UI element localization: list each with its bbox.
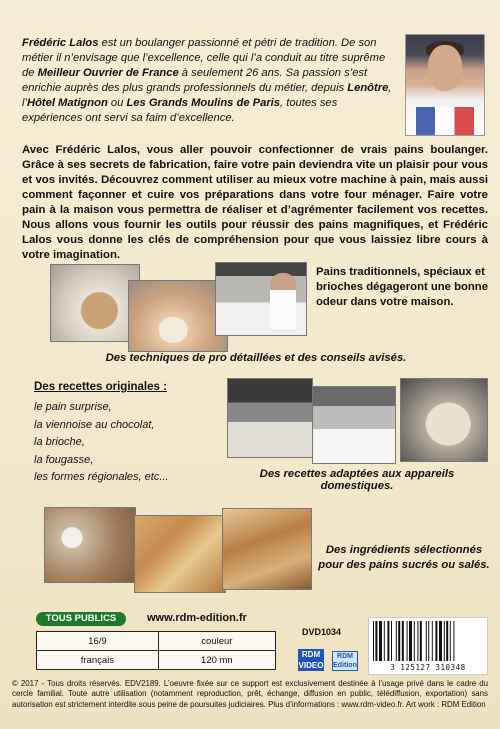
chef-oven-photo [312,386,396,464]
chef-kitchen-photo [215,262,307,336]
legal-notice: © 2017 - Tous droits réservés. EDV2189. L’oeuvre fixée sur ce support est exclusivement destinée à l’usage privé dans le cadre du cercle familial. Toute autre utilisation (notamment reproduction, prêt, échange, diffusion en public, télédiffusion, exportation) sans autorisation est strictement interdite sous peine de poursuites judiciaires. Plus d’informations : www.rdm-video.fr. Art work : RDM Edition [12,679,488,709]
list-item: la brioche, [34,436,85,449]
spec-format: 16/9 [37,632,159,651]
bio-text-4: ou [107,97,127,109]
bio-text-1: est un boulanger passionné et pétri de tradition. De son métier il n’envisage que l’excellence, celle qui l’a conduit au titre suprême de [22,37,386,79]
title-mof: Meilleur Ouvrier de France [37,67,179,79]
breads-photo [134,515,226,593]
place-matignon: Hôtel Matignon [26,97,108,109]
intro-paragraph: Avec Frédéric Lalos, vous aller pouvoir confectionner de vrais pains boulanger. Grâce à ses secrets de fabrication, faire votre pain deviendra vite un plaisir pour vous et vos invités. Découvrez comment utiliser au mieux votre machine à pain, mais aussi comment façonner et cuire vos préparations dans votre four ménager. Faire votre pain à la maison vous permettra de réaliser et d’agrémenter facilement vos recettes. Nous allons vous fournir les outils pour réussir des pains magnifiques, et Frédéric Lalos vous donne les clés de compréhension pour que vous laissiez libre cours à votre imagination. [22,144,488,261]
website-link[interactable]: www.rdm-edition.fr [147,612,247,624]
place-lenotre: Lenôtre [347,82,389,94]
list-item: le pain surprise, [34,401,112,413]
audience-badge: TOUS PUBLICS [36,612,126,626]
caption-breads: Pains traditionnels, spéciaux et brioches dégageront une bonne odeur dans votre maison. [316,266,488,308]
product-code: DVD1034 [302,627,342,637]
spec-table [36,631,276,670]
oven-photo [227,378,313,458]
spec-color: couleur [158,632,275,651]
caption-techniques: Des techniques de pro détaillées et des conseils avisés. [105,352,407,364]
barcode-bars-icon [373,621,483,661]
list-item: la viennoise au chocolat, [34,418,155,431]
recipes-list [34,399,169,487]
chef-name: Frédéric Lalos [22,37,99,49]
list-item: les formes régionales, etc... [34,471,169,484]
rdm-edition-logo: RDM Edition [333,653,357,669]
bread-machine-photo [400,378,488,462]
list-item: la fougasse, [34,453,94,466]
chef-biography [22,36,400,126]
caption-ingredients: Des ingrédients sélectionnés pour des pains sucrés ou salés. [318,544,490,571]
shaping-dough-photo [128,280,228,352]
dough-photo [50,264,140,342]
caption-recipes: Des recettes adaptées aux appareils domestiques. [259,468,455,492]
bio-text-3: , l’ [22,82,392,109]
bio-text-5: , toutes ses expériences ont servi sa faim d’excellence. [22,97,338,124]
barcode-number: 3 125127 310348 [390,663,466,672]
ingredients-photo [44,507,136,583]
place-grands-moulins: Les Grands Moulins de Paris [126,97,281,109]
spec-duration: 120 mn [158,651,275,670]
rdm-video-logo: RDM VIDEO [298,650,324,670]
loaves-photo [222,508,312,590]
spec-language: français [37,651,159,670]
recipes-title: Des recettes originales : [34,381,167,393]
chef-portrait-photo [405,34,485,136]
bio-text-2: à seulement 26 ans. Sa passion s’est enrichie auprès des plus grands professionnels du métier, depuis [22,67,368,94]
barcode [368,617,488,675]
